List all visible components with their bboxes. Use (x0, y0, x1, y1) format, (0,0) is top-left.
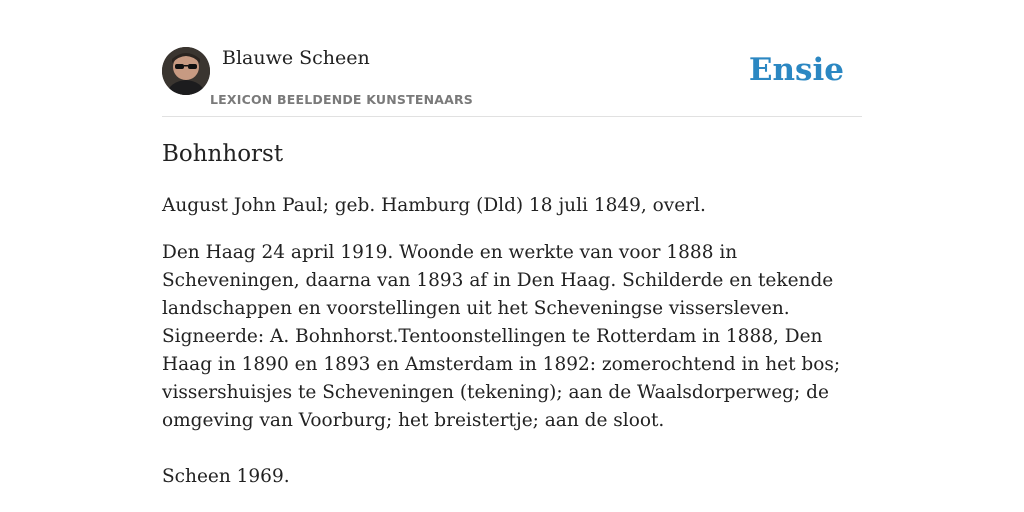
page-title: Bohnhorst (162, 141, 284, 167)
author-name[interactable]: Blauwe Scheen (222, 47, 370, 69)
article-header (162, 46, 862, 117)
article-source: Scheen 1969. (162, 466, 290, 487)
article-paragraph: August John Paul; geb. Hamburg (Dld) 18 juli 1849, overl. (162, 195, 706, 216)
article-paragraph: Den Haag 24 april 1919. Woonde en werkte van voor 1888 in Scheveningen, daarna van 1893 af in Den Haag. Schilderde en tekende landschappen en voorstellingen uit het Scheveningse vissersleven. Signeerde: A. Bohnhorst.Tentoonstellingen te Rotterdam in 1888, Den Haag in 1890 en 1893 en Amsterdam in 1892: zomerochtend in het bos; vissershuisjes te Scheveningen (tekening); aan de Waalsdorperweg; de omgeving van Voorburg; het breistertje; aan de sloot. (162, 242, 841, 431)
section-label[interactable]: LEXICON BEELDENDE KUNSTENAARS (210, 92, 474, 107)
avatar-portrait-icon (162, 47, 210, 95)
avatar[interactable] (162, 47, 210, 95)
brand-logo[interactable]: Ensie (748, 52, 844, 88)
